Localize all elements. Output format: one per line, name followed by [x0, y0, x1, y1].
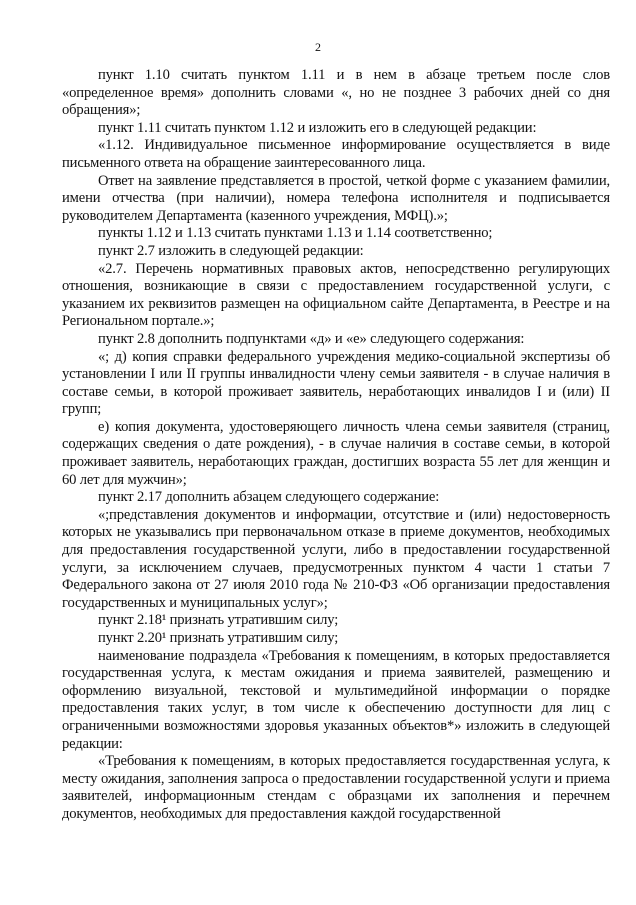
paragraph: пункт 2.20¹ признать утратившим силу; [98, 630, 339, 646]
paragraph: «;представления документов и информации, отсутствие и (или) недостоверность которых не указывались при первоначальном отказе в приеме документов, необходимых для предоставления государственной услуги, либо в предоставлении государственной услуги, за исключением случаев, предусмотренных пунктом 4 части 1 статьи 7 Федерального закона от 27 июля 2010 года № 210-ФЗ «Об организации предоставления государственных и муниципальных услуг»; [62, 506, 610, 611]
paragraph: «Требования к помещениям, в которых предоставляется государственная услуга, к месту ожидания, заполнения запроса о предоставлении государственной услуги и приема заявителей, информационным стендам с образцами их заполнения и перечнем документов, необходимых для предоставления каждой государственной [62, 753, 610, 822]
document-body [62, 67, 610, 824]
page-number: 2 [315, 40, 321, 54]
paragraph: пункт 1.11 считать пунктом 1.12 и изложить его в следующей редакции: [98, 119, 537, 136]
paragraph: «2.7. Перечень нормативных правовых актов, непосредственно регулирующих отношения, возникающие в связи с предоставлением государственной услуги, с указанием их реквизитов размещен на официальном сайте Департамента, в Реестре и на Региональном портале.»; [62, 260, 610, 330]
paragraph: пункт 2.17 дополнить абзацем следующего содержание: [98, 489, 440, 506]
paragraph: «1.12. Индивидуальное письменное информирование осуществляется в виде письменного ответа на обращение заинтересованного лица. [62, 137, 610, 171]
paragraph: пункт 2.18¹ признать утратившим силу; [98, 612, 339, 629]
paragraph: «; д) копия справки федерального учреждения медико-социальной экспертизы об установлении I или II группы инвалидности члену семьи заявителя - в случае наличия в составе семьи, в которой проживает заявитель, неработающих инвалидов I и (или) II групп; [62, 348, 610, 418]
paragraph: наименование подраздела «Требования к помещениям, в которых предоставляется государственная услуга, к местам ожидания и приема заявителей, размещению и оформлению визуальной, текстовой и мультимедийной информации о порядке предоставления таких услуг, в том числе к обеспечению доступности для лиц с ограниченными возможностями здоровья указанных объектов*» изложить в следующей редакции: [62, 647, 610, 752]
paragraph: пункт 2.7 изложить в следующей редакции: [98, 242, 364, 259]
paragraph: Ответ на заявление представляется в простой, четкой форме с указанием фамилии, имени отчества (при наличии), номера телефона исполнителя и подписывается руководителем Департамента (казенного учреждения, МФЦ).»; [62, 172, 610, 224]
paragraph: е) копия документа, удостоверяющего личность члена семьи заявителя (страниц, содержащих сведения о дате рождения), - в случае наличия в составе семьи, в которой проживает заявитель, неработающих граждан, достигших возраста 55 лет для женщин и 60 лет для мужчин»; [62, 418, 610, 488]
paragraph: пункт 1.10 считать пунктом 1.11 и в нем в абзаце третьем после слов «определенное время» дополнить словами «, но не позднее 3 рабочих дней со дня обращения»; [62, 67, 610, 119]
paragraph: пункты 1.12 и 1.13 считать пунктами 1.13 и 1.14 соответственно; [98, 225, 493, 242]
paragraph: пункт 2.8 дополнить подпунктами «д» и «е» следующего содержания: [98, 330, 525, 347]
